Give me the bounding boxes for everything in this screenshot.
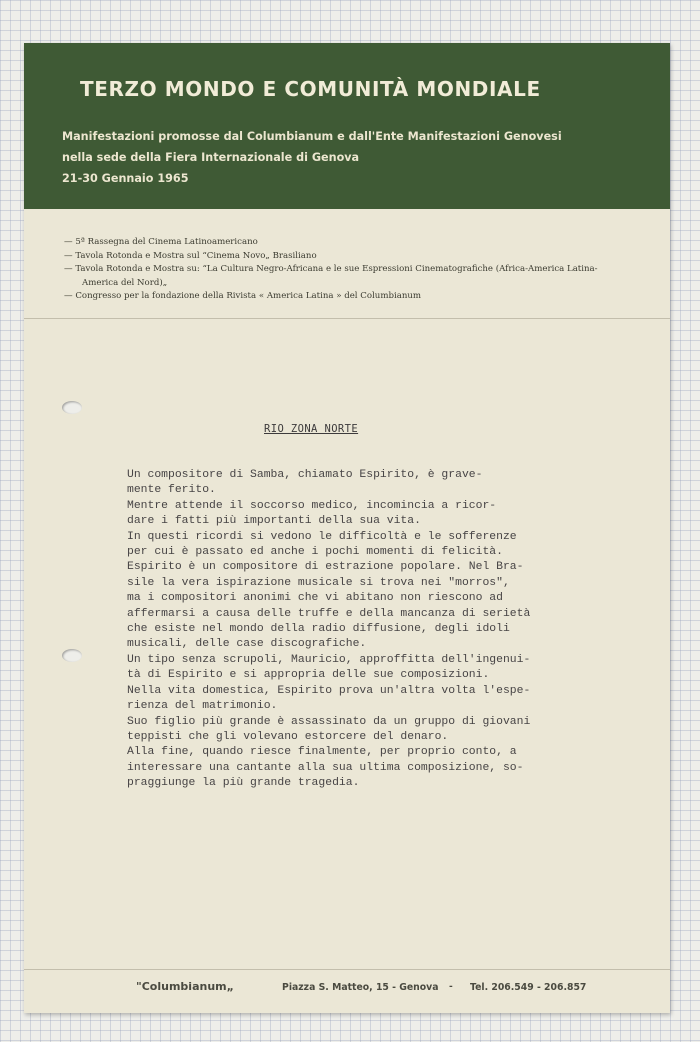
footer-separator: - xyxy=(449,982,453,992)
organizers-line: Manifestazioni promosse dal Columbianum e dall'Ente Manifestazioni Genovesi xyxy=(62,130,562,143)
synopsis-line: Suo figlio più grande è assassinato da un gruppo di giovani xyxy=(127,715,531,728)
synopsis-line: In questi ricordi si vedono le difficoltà e le sofferenze xyxy=(127,530,517,543)
synopsis-line: dare i fatti più importanti della sua vita. xyxy=(127,515,421,528)
dates-line: 21-30 Gennaio 1965 xyxy=(62,172,189,185)
footer-phone: Tel. 206.549 - 206.857 xyxy=(470,982,587,993)
letterhead-sheet xyxy=(24,43,670,1013)
letterhead-footer xyxy=(24,980,670,1000)
synopsis-line: sile la vera ispirazione musicale si trova nei "morros", xyxy=(127,576,510,589)
footer-address: Piazza S. Matteo, 15 - Genova xyxy=(282,982,439,993)
synopsis-line: rienza del matrimonio. xyxy=(127,700,278,713)
punch-hole xyxy=(62,401,82,414)
synopsis-line: Nella vita domestica, Espirito prova un'altra volta l'espe- xyxy=(127,684,531,697)
synopsis-line: Un tipo senza scrupoli, Mauricio, approffitta dell'ingenui- xyxy=(127,653,531,666)
punch-hole xyxy=(62,649,82,662)
synopsis-line: ma i compositori anonimi che vi abitano non riescono ad xyxy=(127,592,503,605)
synopsis-line: che esiste nel mondo della radio diffusione, degli idoli xyxy=(127,623,510,636)
synopsis-line: Un compositore di Samba, chiamato Espirito, è grave- xyxy=(127,469,483,481)
synopsis-line: tà di Espirito e si appropria delle sue composizioni. xyxy=(127,669,490,682)
letterhead-title: TERZO MONDO E COMUNITÀ MONDIALE xyxy=(80,77,541,101)
document-title: RIO ZONA NORTE xyxy=(264,423,359,435)
synopsis-line: per cui è passato ed anche i pochi momenti di felicità. xyxy=(127,546,503,559)
synopsis-line: Mentre attende il soccorso medico, incomincia a ricor- xyxy=(127,499,497,512)
synopsis-line: interessare una cantante alla sua ultima composizione, so- xyxy=(127,761,524,774)
synopsis-line: musicali, delle case discografiche. xyxy=(127,638,367,651)
synopsis-text xyxy=(127,468,647,792)
divider xyxy=(24,969,670,970)
synopsis-line: Alla fine, quando riesce finalmente, per proprio conto, a xyxy=(127,746,517,759)
events-list xyxy=(64,236,664,304)
event-item: — 5ª Rassegna del Cinema Latinoamericano xyxy=(64,237,258,247)
synopsis-line: affermarsi a causa delle truffe e della mancanza di serietà xyxy=(127,607,531,620)
event-item: — Tavola Rotonda e Mostra sul “Cinema Novo„ Brasiliano xyxy=(64,250,317,261)
synopsis-line: mente ferito. xyxy=(127,484,216,497)
synopsis-line: praggiunge la più grande tragedia. xyxy=(127,777,360,790)
letterhead-header xyxy=(24,43,670,209)
event-item: — Congresso per la fondazione della Rivista « America Latina » del Columbianum xyxy=(64,291,422,301)
divider xyxy=(24,318,670,319)
synopsis-line: Espirito è un compositore di estrazione popolare. Nel Bra- xyxy=(127,561,524,574)
synopsis-line: teppisti che gli volevano estorcere del denaro. xyxy=(127,730,449,743)
venue-line: nella sede della Fiera Internazionale di Genova xyxy=(62,151,360,164)
event-item: — Tavola Rotonda e Mostra su: “La Cultura Negro-Africana e le sue Espressioni Cinematografiche (Africa-America Latina- America del Nord)„ xyxy=(64,264,598,288)
footer-organization: "Columbianum„ xyxy=(136,980,234,993)
